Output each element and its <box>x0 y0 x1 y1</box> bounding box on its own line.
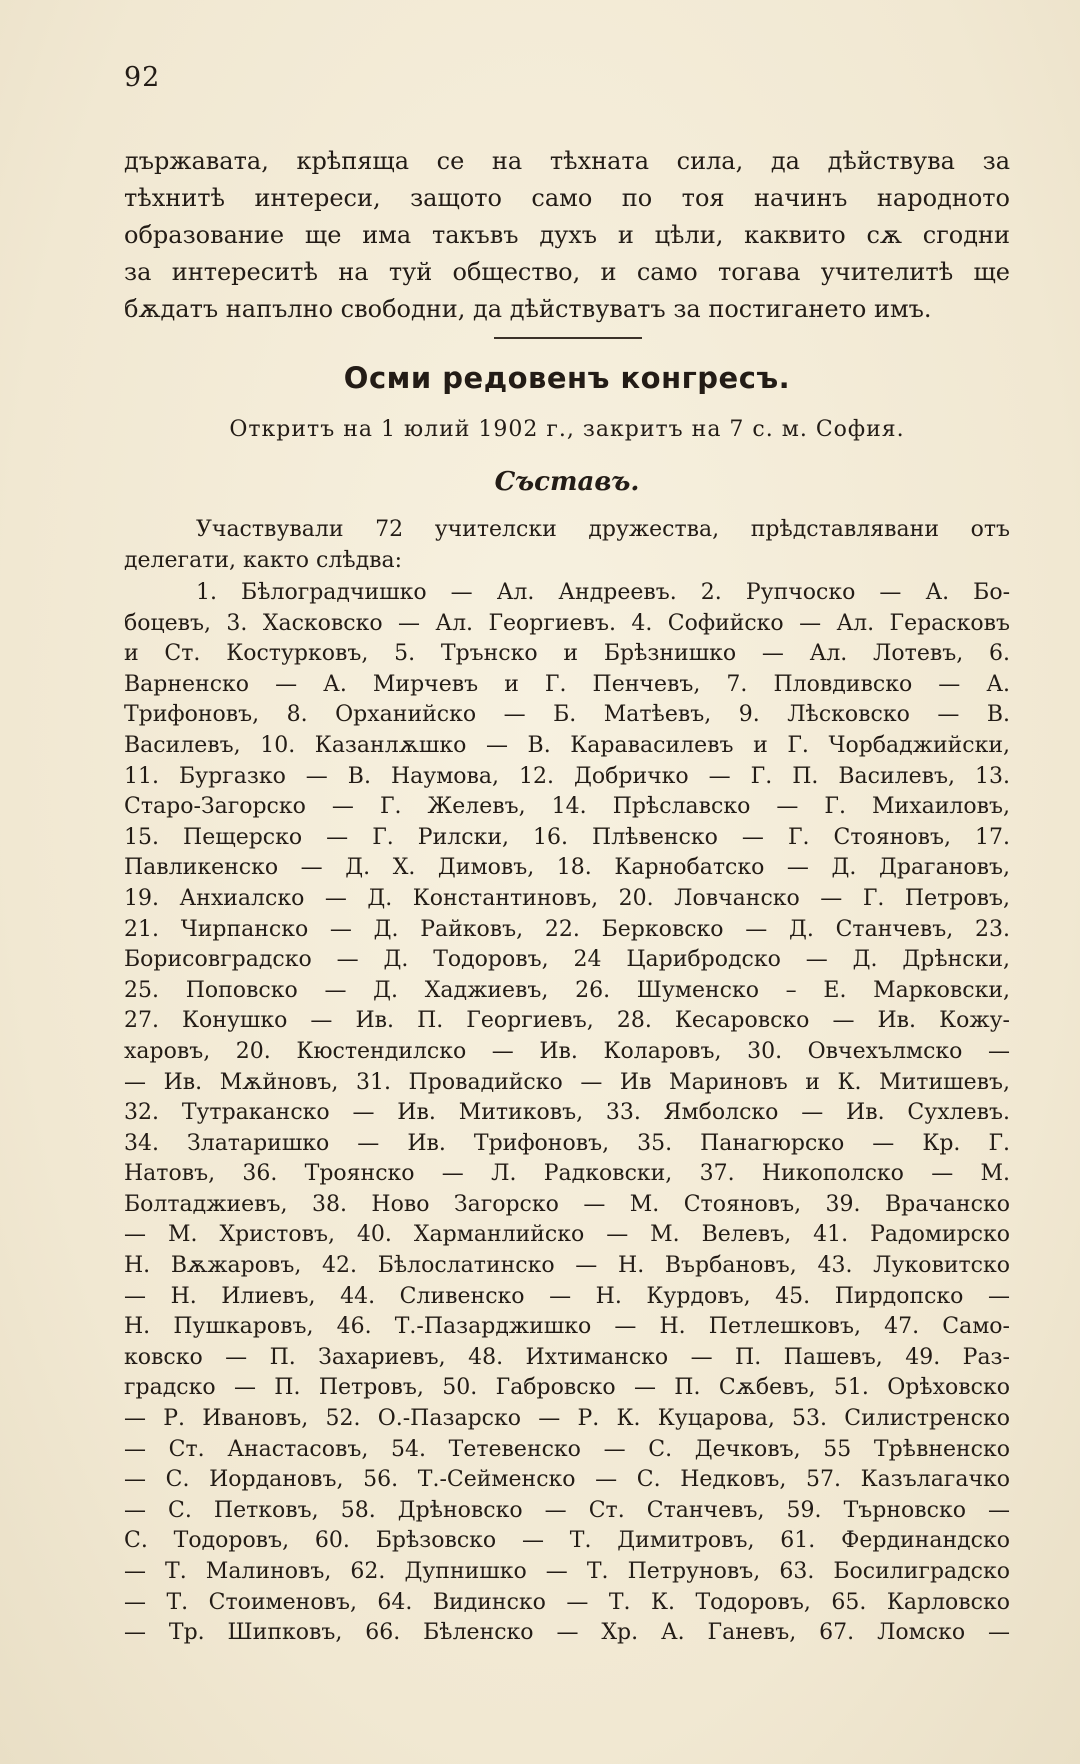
delegate-line: Варненско — А. Мирчевъ и Г. Пенчевъ, 7. Пловдивско — А. <box>124 671 1010 697</box>
delegate-line: 19. Анхиалско — Д. Константиновъ, 20. Ловчанско — Г. Петровъ, <box>124 885 1010 911</box>
delegate-line: — С. Иордановъ, 56. Т.-Сейменско — С. Недковъ, 57. Казълагачко <box>124 1467 1010 1493</box>
congress-heading: Осми редовенъ конгресъ. <box>343 361 791 395</box>
delegate-line: — М. Христовъ, 40. Харманлийско — М. Велевъ, 41. Радомирско <box>124 1222 1010 1248</box>
delegate-line: 32. Тутраканско — Ив. Митиковъ, 33. Ямболско — Ив. Сухлевъ. <box>124 1100 1010 1126</box>
delegate-line: Старо-Загорско — Г. Желевъ, 14. Прѣславско — Г. Михаиловъ, <box>124 794 1010 820</box>
delegate-line: — Т. Малиновъ, 62. Дупнишко — Т. Петруновъ, 63. Босилиградско <box>124 1559 1010 1584</box>
delegate-line: Н. Вѫжаровъ, 42. Бѣлослатинско — Н. Върбановъ, 43. Луковитско <box>124 1253 1010 1279</box>
delegate-line: — Тр. Шипковъ, 66. Бѣленско — Хр. А. Ганевъ, 67. Ломско — <box>124 1620 1010 1646</box>
delegate-line: С. Тодоровъ, 60. Брѣзовско — Т. Димитровъ, 61. Фердинандско <box>124 1528 1010 1554</box>
delegate-line: — Т. Стоименовъ, 64. Видинско — Т. К. Тодоровъ, 65. Карловско <box>124 1589 1010 1615</box>
intro-line: Участвували 72 учителски дружества, прѣдставлявани отъ <box>196 517 1010 542</box>
closing-paragraph <box>124 143 1010 328</box>
delegate-line: 25. Поповско — Д. Хаджиевъ, 26. Шуменско – Е. Марковски, <box>124 977 1010 1003</box>
delegate-line: 1. Бѣлоградчишко — Ал. Андреевъ. 2. Рупчоско — А. Бо- <box>196 580 1010 605</box>
delegates-list <box>124 578 1010 1649</box>
delegate-line: 11. Бургазко — В. Наумова, 12. Добричко — Г. П. Василевъ, 13. <box>124 763 1010 789</box>
delegate-line: — Н. Илиевъ, 44. Сливенско — Н. Курдовъ, 45. Пирдопско — <box>124 1283 1010 1309</box>
delegate-line: градско — П. Петровъ, 50. Габровско — П. Сѫбевъ, 51. Орѣховско <box>124 1375 1010 1401</box>
paragraph-line: държавата, крѣпяща се на тѣхната сила, да дѣйствува за <box>124 147 1010 175</box>
paragraph-line: образование ще има такъвъ духъ и цѣли, каквито сѫ сгодни <box>124 221 1010 249</box>
delegate-line: Трифоновъ, 8. Орханийско — Б. Матѣевъ, 9. Лѣсковско — В. <box>124 702 1010 728</box>
delegate-line: Болтаджиевъ, 38. Ново Загорско — М. Стояновъ, 39. Врачанско <box>124 1191 1010 1217</box>
delegate-line: ковско — П. Захариевъ, 48. Ихтиманско — П. Пашевъ, 49. Раз- <box>124 1344 1010 1370</box>
delegate-line: — Р. Ивановъ, 52. О.-Пазарско — Р. К. Куцарова, 53. Силистренско <box>124 1406 1010 1432</box>
intro-paragraph <box>124 514 1010 576</box>
paragraph-line: за интереситѣ на туй общество, и само тогава учителитѣ ще <box>124 258 1010 286</box>
section-divider <box>494 337 642 339</box>
composition-title: Съставъ. <box>494 467 640 497</box>
delegate-line: — Ст. Анастасовъ, 54. Тетевенско — С. Дечковъ, 55 Трѣвненско <box>124 1436 1010 1462</box>
paragraph-line: бѫдатъ напълно свободни, да дѣйствуватъ за постигането имъ. <box>124 295 932 323</box>
delegate-line: — С. Петковъ, 58. Дрѣновско — Ст. Станчевъ, 59. Търновско — <box>124 1497 1010 1523</box>
delegate-line: Натовъ, 36. Троянско — Л. Радковски, 37. Никополско — М. <box>124 1161 1010 1187</box>
delegate-line: 21. Чирпанско — Д. Райковъ, 22. Берковско — Д. Станчевъ, 23. <box>124 916 1010 942</box>
delegate-line: Василевъ, 10. Казанлѫшко — В. Каравасилевъ и Г. Чорбаджийски, <box>124 732 1010 758</box>
delegate-line: 27. Конушко — Ив. П. Георгиевъ, 28. Кесаровско — Ив. Кожу- <box>124 1008 1010 1034</box>
delegate-line: боцевъ, 3. Хасковско — Ал. Георгиевъ. 4. Софийско — Ал. Герасковъ <box>124 610 1010 636</box>
delegate-line: 34. Златаришко — Ив. Трифоновъ, 35. Панагюрско — Кр. Г. <box>124 1130 1010 1156</box>
intro-line: делегати, както слѣдва: <box>124 548 403 573</box>
delegate-line: — Ив. Мѫйновъ, 31. Провадийско — Ив Мариновъ и К. Митишевъ, <box>124 1069 1010 1095</box>
page-number: 92 <box>124 62 161 93</box>
delegate-line: Н. Пушкаровъ, 46. Т.-Пазарджишко — Н. Петлешковъ, 47. Само- <box>124 1314 1010 1340</box>
paragraph-line: тѣхнитѣ интереси, защото само по тоя начинъ народното <box>124 184 1010 212</box>
delegate-line: 15. Пещерско — Г. Рилски, 16. Плѣвенско — Г. Стояновъ, 17. <box>124 824 1010 850</box>
delegate-line: Борисовградско — Д. Тодоровъ, 24 Царибродско — Д. Дрѣнски, <box>124 947 1010 973</box>
delegate-line: и Ст. Костурковъ, 5. Трънско и Брѣзнишко — Ал. Лотевъ, 6. <box>124 641 1010 667</box>
delegate-line: харовъ, 20. Кюстендилско — Ив. Коларовъ, 30. Овчехълмско — <box>124 1038 1010 1064</box>
delegate-line: Павликенско — Д. Х. Димовъ, 18. Карнобатско — Д. Драгановъ, <box>124 855 1010 881</box>
congress-dates: Откритъ на 1 юлий 1902 г., закритъ на 7 с. м. София. <box>229 417 905 442</box>
